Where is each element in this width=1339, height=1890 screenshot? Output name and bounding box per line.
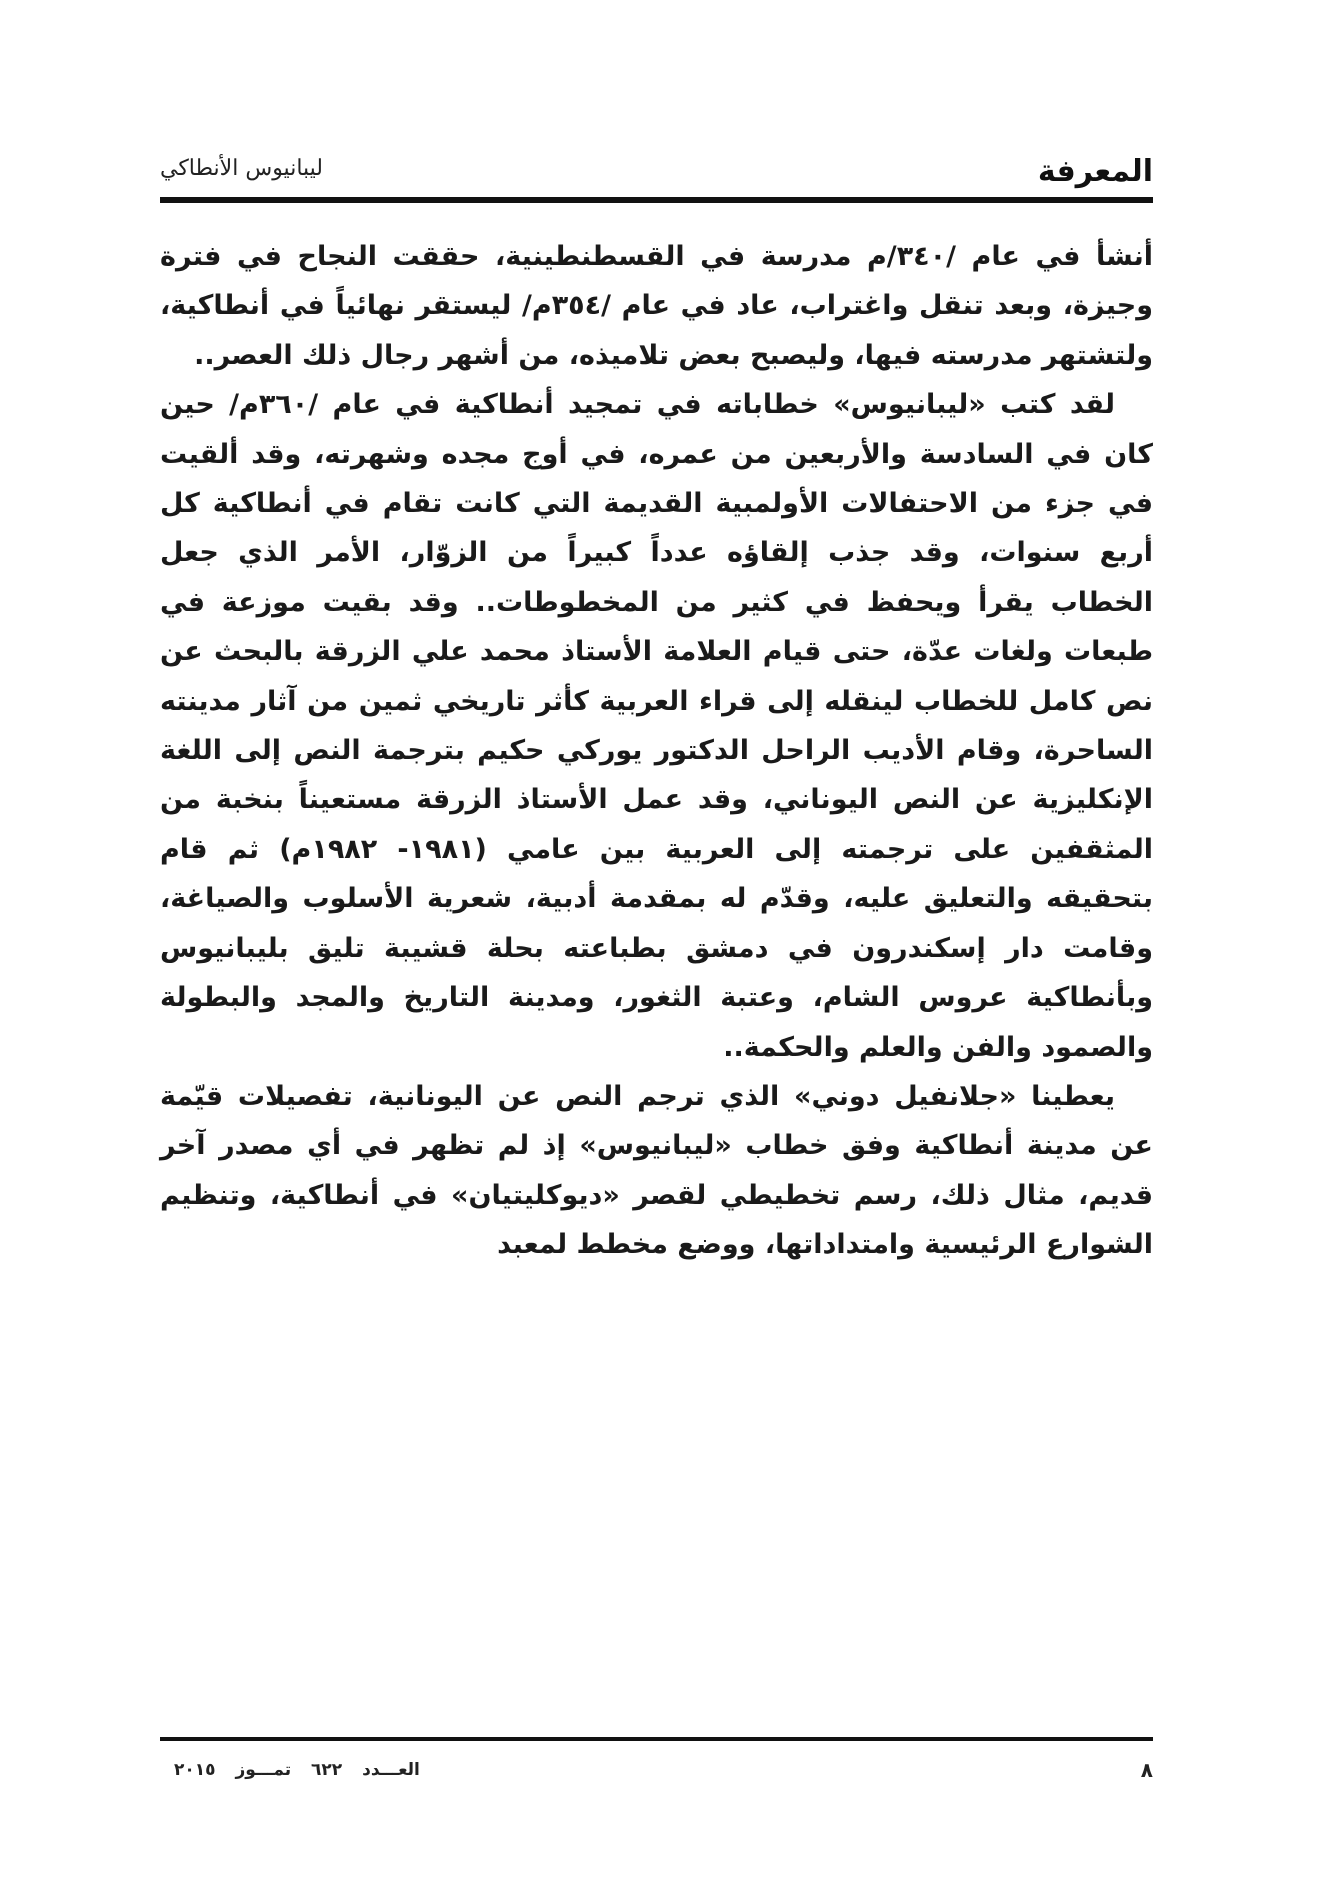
paragraph: لقد كتب «ليبانيوس» خطاباته في تمجيد أنطاكية في عام /٣٦٠م/ حين كان في السادسة والأربعين من عمره، في أوج مجده وشهرته، وقد ألقيت في جزء من الاحتفالات الأولمبية القديمة التي كانت تقام في أنطاكية كل أربع سنوات، وقد جذب إلقاؤه عدداً كبيراً من الزوّار، الأمر الذي جعل الخطاب يقرأ ويحفظ في كثير من المخطوطات.. وقد بقيت موزعة في طبعات ولغات عدّة، حتى قيام العلامة الأستاذ محمد علي الزرقة بالبحث عن نص كامل للخطاب لينقله إلى قراء العربية كأثر تاريخي ثمين من آثار مدينته الساحرة، وقام الأديب الراحل الدكتور يوركي حكيم بترجمة النص إلى اللغة الإنكليزية عن النص اليوناني، وقد عمل الأستاذ الزرقة مستعيناً بنخبة من المثقفين على ترجمته إلى العربية بين عامي (١٩٨١- ١٩٨٢م) ثم قام بتحقيقه والتعليق عليه، وقدّم له بمقدمة أدبية، شعرية الأسلوب والصياغة، وقامت دار إسكندرون في دمشق بطباعته بحلة قشيبة تليق بليبانيوس وبأنطاكية عروس الشام، وعتبة الثغور، ومدينة التاريخ والمجد والبطولة والصمود والفن والعلم والحكمة.. bbox=[160, 389, 1153, 1063]
issue-year: ٢٠١٥ bbox=[174, 1760, 216, 1780]
page-header bbox=[160, 150, 1153, 190]
issue-label: العـــدد bbox=[362, 1760, 420, 1780]
issue-month: تمـــوز bbox=[235, 1760, 292, 1780]
page-number: ٨ bbox=[1140, 1758, 1153, 1782]
issue-info bbox=[160, 1760, 420, 1780]
paragraph: أنشأ في عام /٣٤٠/م مدرسة في القسطنطينية، حققت النجاح في فترة وجيزة، وبعد تنقل واغتراب، عاد في عام /٣٥٤م/ ليستقر نهائياً في أنطاكية، ولتشتهر مدرسته فيها، وليصبح بعض تلاميذه، من أشهر رجال ذلك العصر.. bbox=[160, 241, 1154, 371]
header-rule bbox=[160, 197, 1153, 203]
magazine-logo: المعرفة bbox=[1037, 154, 1153, 189]
issue-number: ٦٢٢ bbox=[311, 1760, 343, 1780]
page-footer bbox=[160, 1758, 1153, 1788]
paragraph: يعطينا «جلانفيل دوني» الذي ترجم النص عن اليونانية، تفصيلات قيّمة عن مدينة أنطاكية وفق خطاب «ليبانيوس» إذ لم تظهر في أي مصدر آخر قديم، مثال ذلك، رسم تخطيطي لقصر «ديوكليتيان» في أنطاكية، وتنظيم الشوارع الرئيسية وامتداداتها، ووضع مخطط لمعبد bbox=[160, 1080, 1153, 1261]
running-title: ليبانيوس الأنطاكي bbox=[160, 156, 324, 181]
footer-rule bbox=[160, 1737, 1153, 1741]
article-body bbox=[160, 232, 1153, 1270]
